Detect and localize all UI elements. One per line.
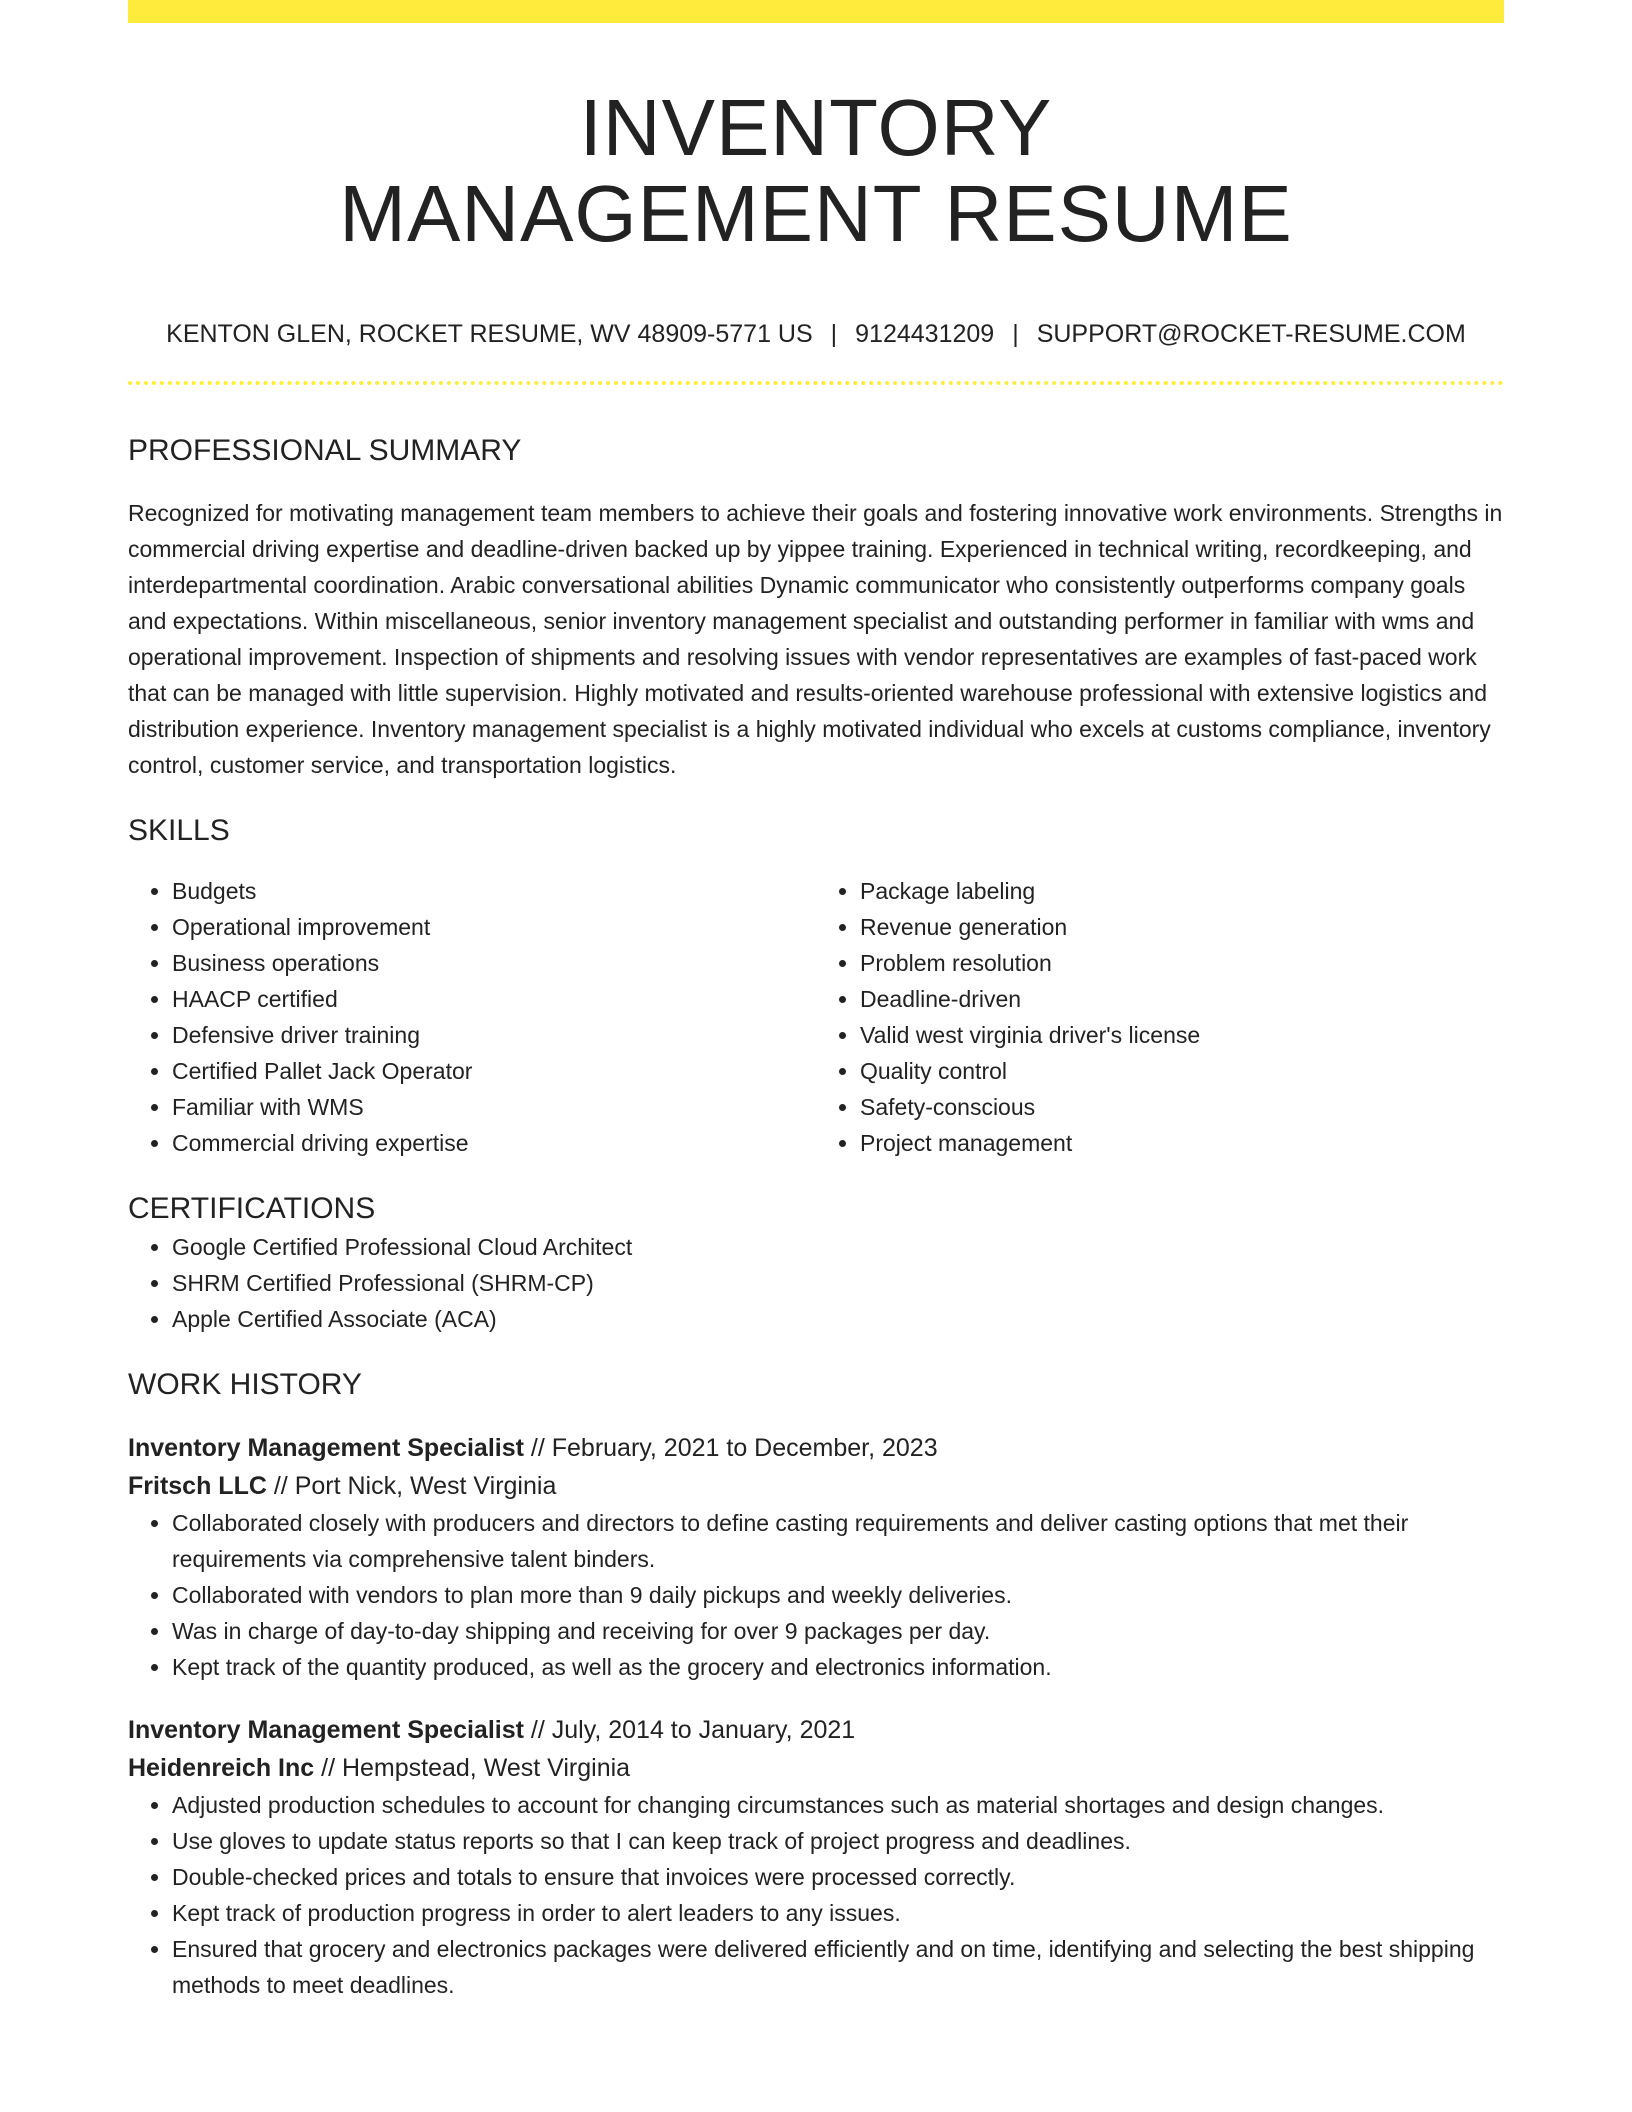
skills-left-list <box>128 873 816 1161</box>
contact-email: SUPPORT@ROCKET-RESUME.COM <box>1036 320 1466 348</box>
skill-item: • Business operations <box>172 945 816 981</box>
contact-separator: | <box>1012 320 1019 348</box>
contact-phone: 9124431209 <box>855 320 995 348</box>
job-company: Fritsch LLC <box>128 1472 267 1500</box>
job-bullet: • Collaborated with vendors to plan more than 9 daily pickups and weekly deliveries. <box>172 1577 1504 1613</box>
skill-item: • Problem resolution <box>860 945 1504 981</box>
certifications-heading: CERTIFICATIONS <box>128 1192 376 1225</box>
skill-item: • Certified Pallet Jack Operator <box>172 1053 816 1089</box>
job-title-line <box>128 1429 1504 1467</box>
job-bullet: • Collaborated closely with producers and directors to define casting requirements and deliver casting options that met their requirements via comprehensive talent binders. <box>172 1505 1504 1577</box>
job-bullet: • Use gloves to update status reports so that I can keep track of project progress and deadlines. <box>172 1823 1504 1859</box>
job-dates: // February, 2021 to December, 2023 <box>523 1434 938 1462</box>
job-bullet: • Double-checked prices and totals to ensure that invoices were processed correctly. <box>172 1859 1504 1895</box>
skill-item: • Familiar with WMS <box>172 1089 816 1125</box>
skill-item: • Safety-conscious <box>860 1089 1504 1125</box>
title-line-1: INVENTORY <box>579 83 1053 172</box>
contact-separator: | <box>830 320 838 348</box>
certifications-list <box>128 1229 1504 1337</box>
skill-item: • Budgets <box>172 873 816 909</box>
job-bullet: • Kept track of production progress in order to alert leaders to any issues. <box>172 1895 1504 1931</box>
skill-item: • Commercial driving expertise <box>172 1125 816 1161</box>
work-history-heading: WORK HISTORY <box>128 1368 362 1401</box>
resume-page <box>128 0 1504 2003</box>
job-location: // Port Nick, West Virginia <box>266 1472 557 1500</box>
job-company: Heidenreich Inc <box>128 1754 315 1782</box>
skill-item: • Revenue generation <box>860 909 1504 945</box>
top-accent-bar <box>128 0 1504 23</box>
skills-right-list <box>816 873 1504 1161</box>
job-bullet: • Adjusted production schedules to account for changing circumstances such as material shortages and design changes. <box>172 1787 1504 1823</box>
contact-address: KENTON GLEN, ROCKET RESUME, WV 48909-5771 US <box>166 320 813 348</box>
job-dates: // July, 2014 to January, 2021 <box>523 1716 856 1744</box>
job-title: Inventory Management Specialist <box>128 1434 524 1462</box>
certification-item: • Google Certified Professional Cloud Architect <box>172 1229 1504 1265</box>
job-entry <box>128 1429 1504 1685</box>
summary-text: Recognized for motivating management team members to achieve their goals and fostering innovative work environments. Strengths in commercial driving expertise and deadline-driven backed up by yippee training. Experienced in technical writing, recordkeeping, and interdepartmental coordination. Arabic conversational abilities Dynamic communicator who consistently outperforms company goals and expectations. Within miscellaneous, senior inventory management specialist and outstanding performer in familiar with wms and operational improvement. Inspection of shipments and resolving issues with vendor representatives are examples of fast-paced work that can be managed with little supervision. Highly motivated and results-oriented warehouse professional with extensive logistics and distribution experience. Inventory management specialist is a highly motivated individual who excels at customs compliance, inventory control, customer service, and transportation logistics. <box>128 500 1503 778</box>
resume-title <box>128 85 1504 257</box>
skill-item: • Package labeling <box>860 873 1504 909</box>
job-title-line <box>128 1711 1504 1749</box>
skill-item: • Valid west virginia driver's license <box>860 1017 1504 1053</box>
certification-item: • Apple Certified Associate (ACA) <box>172 1301 1504 1337</box>
job-bullets <box>128 1787 1504 2003</box>
job-location: // Hempstead, West Virginia <box>314 1754 631 1782</box>
skill-item: • HAACP certified <box>172 981 816 1017</box>
skills-heading: SKILLS <box>128 814 230 847</box>
job-bullet: • Ensured that grocery and electronics packages were delivered efficiently and on time, identifying and selecting the best shipping methods to meet deadlines. <box>172 1931 1504 2003</box>
title-line-2: MANAGEMENT RESUME <box>339 169 1293 258</box>
skill-item: • Deadline-driven <box>860 981 1504 1017</box>
job-title: Inventory Management Specialist <box>128 1716 524 1744</box>
skill-item: • Operational improvement <box>172 909 816 945</box>
job-bullet: • Kept track of the quantity produced, as well as the grocery and electronics information. <box>172 1649 1504 1685</box>
job-entry <box>128 1711 1504 2003</box>
skill-item: • Quality control <box>860 1053 1504 1089</box>
job-bullets <box>128 1505 1504 1685</box>
job-company-line <box>128 1749 1504 1787</box>
certification-item: • SHRM Certified Professional (SHRM-CP) <box>172 1265 1504 1301</box>
summary-heading: PROFESSIONAL SUMMARY <box>128 434 522 467</box>
job-bullet: • Was in charge of day-to-day shipping and receiving for over 9 packages per day. <box>172 1613 1504 1649</box>
skill-item: • Defensive driver training <box>172 1017 816 1053</box>
skill-item: • Project management <box>860 1125 1504 1161</box>
contact-line <box>128 317 1504 351</box>
job-company-line <box>128 1467 1504 1505</box>
skills-grid <box>128 873 1504 1161</box>
dotted-divider <box>128 381 1504 385</box>
